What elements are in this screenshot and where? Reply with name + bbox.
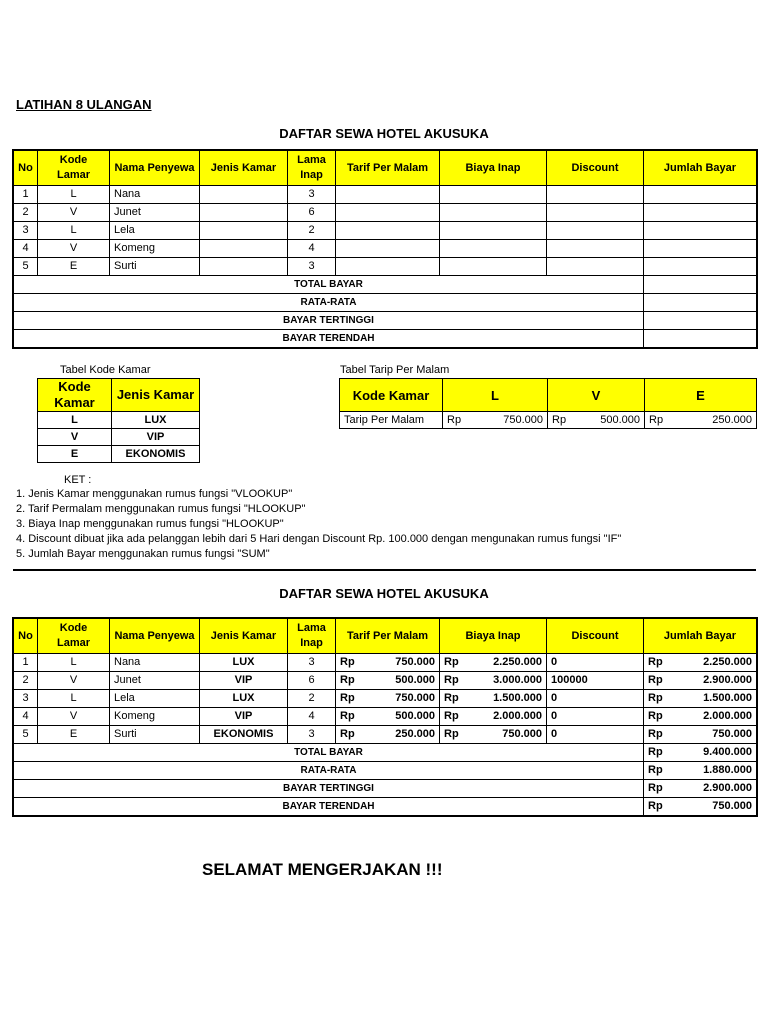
tarip-table-label: Tabel Tarip Per Malam — [340, 364, 450, 376]
summary-label: BAYAR TERTINGGI — [14, 780, 644, 798]
table-row — [14, 726, 757, 744]
cell-jumlah — [644, 726, 757, 744]
cell-tarif — [336, 726, 440, 744]
summary-row — [14, 744, 757, 762]
cell-lama: 2 — [288, 222, 336, 240]
ket-label: KET : — [64, 474, 92, 486]
currency-label: Rp — [648, 692, 663, 704]
col-header-nama: Nama Penyewa — [110, 619, 200, 654]
cell-nama: Nana — [110, 654, 200, 672]
jenis-cell: EKONOMIS — [112, 446, 200, 463]
summary-label: TOTAL BAYAR — [14, 276, 644, 294]
cell-tarif — [336, 222, 440, 240]
kode-cell: V — [38, 429, 112, 446]
cell-kode: E — [38, 726, 110, 744]
currency-label: Rp — [444, 692, 459, 704]
amount-value: 9.400.000 — [703, 746, 752, 758]
cell-lama: 3 — [288, 258, 336, 276]
summary-label: RATA-RATA — [14, 762, 644, 780]
col-header-jenis: Jenis Kamar — [200, 619, 288, 654]
table-row — [14, 204, 757, 222]
cell-nama: Lela — [110, 690, 200, 708]
cell-lama: 2 — [288, 690, 336, 708]
cell-nama: Nana — [110, 186, 200, 204]
table-row — [14, 240, 757, 258]
cell-biaya — [440, 690, 547, 708]
table-row — [14, 654, 757, 672]
currency-label: Rp — [648, 782, 663, 794]
summary-row — [14, 312, 757, 330]
kode-header-jenis: Jenis Kamar — [112, 379, 200, 412]
amount-value: 500.000 — [395, 674, 435, 686]
tarip-cell-v — [548, 412, 645, 429]
summary-label: BAYAR TERENDAH — [14, 798, 644, 816]
summary-value — [644, 780, 757, 798]
summary-value — [644, 312, 757, 330]
note-item: 5. Jumlah Bayar menggunakan rumus fungsi "SUM" — [16, 548, 270, 560]
tarip-header-l: L — [443, 379, 548, 412]
cell-jenis: VIP — [200, 672, 288, 690]
amount-value: 750.000 — [395, 692, 435, 704]
cell-no: 1 — [14, 654, 38, 672]
table-row — [14, 258, 757, 276]
currency-label: Rp — [648, 656, 663, 668]
cell-tarif — [336, 204, 440, 222]
cell-biaya — [440, 654, 547, 672]
cell-no: 5 — [14, 258, 38, 276]
amount-value: 750.000 — [712, 800, 752, 812]
col-header-jumlah: Jumlah Bayar — [644, 619, 757, 654]
amount-value: 750.000 — [502, 728, 542, 740]
amount-value: 1.880.000 — [703, 764, 752, 776]
cell-no: 4 — [14, 708, 38, 726]
cell-discount: 0 — [547, 726, 644, 744]
cell-discount: 0 — [547, 690, 644, 708]
currency-label: Rp — [444, 656, 459, 668]
cell-lama: 3 — [288, 726, 336, 744]
cell-no: 3 — [14, 690, 38, 708]
amount-value: 750.000 — [395, 656, 435, 668]
cell-lama: 6 — [288, 672, 336, 690]
summary-value — [644, 798, 757, 816]
notes-list — [16, 487, 621, 562]
table-row — [340, 412, 757, 429]
cell-nama: Lela — [110, 222, 200, 240]
currency-label: Rp — [648, 728, 663, 740]
amount-value: 1.500.000 — [703, 692, 752, 704]
rental-table-blank — [13, 150, 757, 348]
cell-jumlah — [644, 708, 757, 726]
col-header-no: No — [14, 619, 38, 654]
cell-lama: 3 — [288, 654, 336, 672]
cell-tarif — [336, 240, 440, 258]
cell-jumlah — [644, 240, 757, 258]
tarip-value: 250.000 — [712, 413, 752, 426]
cell-lama: 4 — [288, 240, 336, 258]
currency-label: Rp — [340, 656, 355, 668]
summary-label: BAYAR TERENDAH — [14, 330, 644, 348]
cell-no: 1 — [14, 186, 38, 204]
currency-label: Rp — [340, 692, 355, 704]
cell-discount: 100000 — [547, 672, 644, 690]
table-row — [14, 672, 757, 690]
cell-nama: Junet — [110, 204, 200, 222]
cell-discount — [547, 186, 644, 204]
amount-value: 2.000.000 — [493, 710, 542, 722]
amount-value: 2.250.000 — [493, 656, 542, 668]
amount-value: 500.000 — [395, 710, 435, 722]
cell-jumlah — [644, 186, 757, 204]
table-row — [38, 446, 200, 463]
cell-kode: V — [38, 204, 110, 222]
cell-discount — [547, 258, 644, 276]
cell-biaya — [440, 708, 547, 726]
cell-kode: V — [38, 672, 110, 690]
table-row — [14, 222, 757, 240]
summary-label: RATA-RATA — [14, 294, 644, 312]
cell-biaya — [440, 222, 547, 240]
cell-kode: E — [38, 258, 110, 276]
tarip-value: 500.000 — [600, 413, 640, 426]
jenis-cell: VIP — [112, 429, 200, 446]
table-row — [38, 429, 200, 446]
cell-biaya — [440, 258, 547, 276]
currency-label: Rp — [648, 764, 663, 776]
col-header-biaya: Biaya Inap — [440, 151, 547, 186]
cell-jenis: EKONOMIS — [200, 726, 288, 744]
cell-jenis — [200, 222, 288, 240]
currency-label: Rp — [340, 728, 355, 740]
cell-biaya — [440, 726, 547, 744]
summary-value — [644, 330, 757, 348]
summary-value — [644, 762, 757, 780]
amount-value: 2.900.000 — [703, 782, 752, 794]
cell-no: 3 — [14, 222, 38, 240]
cell-jenis: VIP — [200, 708, 288, 726]
cell-discount: 0 — [547, 654, 644, 672]
cell-nama: Surti — [110, 258, 200, 276]
currency-label: Rp — [340, 674, 355, 686]
kode-cell: E — [38, 446, 112, 463]
currency-label: Rp — [444, 710, 459, 722]
cell-nama: Komeng — [110, 708, 200, 726]
summary-row — [14, 798, 757, 816]
col-header-nama: Nama Penyewa — [110, 151, 200, 186]
cell-biaya — [440, 240, 547, 258]
cell-jenis — [200, 240, 288, 258]
cell-jenis — [200, 204, 288, 222]
cell-jumlah — [644, 258, 757, 276]
currency-label: Rp — [649, 413, 664, 426]
note-item: 1. Jenis Kamar menggunakan rumus fungsi "VLOOKUP" — [16, 488, 293, 500]
tarip-header-kode: Kode Kamar — [340, 379, 443, 412]
summary-value — [644, 276, 757, 294]
cell-jenis — [200, 258, 288, 276]
cell-kode: V — [38, 708, 110, 726]
summary-row — [14, 276, 757, 294]
tarip-table — [339, 378, 757, 429]
cell-nama: Komeng — [110, 240, 200, 258]
note-item: 3. Biaya Inap menggunakan rumus fungsi "HLOOKUP" — [16, 518, 284, 530]
currency-label: Rp — [648, 710, 663, 722]
tarip-cell-l — [443, 412, 548, 429]
cell-kode: L — [38, 690, 110, 708]
closing-message: SELAMAT MENGERJAKAN !!! — [202, 860, 443, 879]
col-header-discount: Discount — [547, 151, 644, 186]
summary-row — [14, 330, 757, 348]
col-header-lama: Lama Inap — [288, 151, 336, 186]
cell-discount — [547, 222, 644, 240]
amount-value: 2.900.000 — [703, 674, 752, 686]
summary-label: BAYAR TERTINGGI — [14, 312, 644, 330]
col-header-jumlah: Jumlah Bayar — [644, 151, 757, 186]
table-row — [14, 708, 757, 726]
page-heading: LATIHAN 8 ULANGAN — [16, 97, 152, 112]
cell-tarif — [336, 708, 440, 726]
cell-lama: 6 — [288, 204, 336, 222]
amount-value: 750.000 — [712, 728, 752, 740]
col-header-jenis: Jenis Kamar — [200, 151, 288, 186]
col-header-lama: Lama Inap — [288, 619, 336, 654]
table-row — [14, 690, 757, 708]
rental-table-filled — [13, 618, 757, 816]
jenis-cell: LUX — [112, 412, 200, 429]
table-row — [38, 412, 200, 429]
cell-jumlah — [644, 690, 757, 708]
summary-row — [14, 294, 757, 312]
cell-kode: V — [38, 240, 110, 258]
cell-no: 2 — [14, 204, 38, 222]
cell-nama: Junet — [110, 672, 200, 690]
cell-jumlah — [644, 222, 757, 240]
col-header-discount: Discount — [547, 619, 644, 654]
summary-label: TOTAL BAYAR — [14, 744, 644, 762]
cell-no: 5 — [14, 726, 38, 744]
tarip-value: 750.000 — [503, 413, 543, 426]
currency-label: Rp — [552, 413, 567, 426]
cell-jumlah — [644, 672, 757, 690]
cell-jumlah — [644, 654, 757, 672]
cell-no: 4 — [14, 240, 38, 258]
divider — [13, 569, 756, 571]
cell-tarif — [336, 186, 440, 204]
tarip-header-e: E — [645, 379, 757, 412]
amount-value: 2.000.000 — [703, 710, 752, 722]
col-header-no: No — [14, 151, 38, 186]
currency-label: Rp — [648, 746, 663, 758]
col-header-tarif: Tarif Per Malam — [336, 619, 440, 654]
cell-jumlah — [644, 204, 757, 222]
amount-value: 2.250.000 — [703, 656, 752, 668]
cell-tarif — [336, 690, 440, 708]
cell-kode: L — [38, 186, 110, 204]
cell-tarif — [336, 654, 440, 672]
cell-lama: 4 — [288, 708, 336, 726]
kode-table-label: Tabel Kode Kamar — [60, 364, 151, 376]
table-2-title: DAFTAR SEWA HOTEL AKUSUKA — [279, 586, 489, 601]
cell-jenis — [200, 186, 288, 204]
cell-kode: L — [38, 654, 110, 672]
tarip-header-v: V — [548, 379, 645, 412]
currency-label: Rp — [648, 674, 663, 686]
currency-label: Rp — [648, 800, 663, 812]
cell-kode: L — [38, 222, 110, 240]
cell-discount — [547, 240, 644, 258]
cell-discount: 0 — [547, 708, 644, 726]
summary-value — [644, 294, 757, 312]
kode-header-kode: Kode Kamar — [38, 379, 112, 412]
cell-lama: 3 — [288, 186, 336, 204]
tarip-row-label: Tarip Per Malam — [340, 412, 443, 429]
note-item: 4. Discount dibuat jika ada pelanggan lebih dari 5 Hari dengan Discount Rp. 100.000 dengan mengunakan rumus fungsi "IF" — [16, 533, 622, 545]
col-header-tarif: Tarif Per Malam — [336, 151, 440, 186]
currency-label: Rp — [447, 413, 462, 426]
currency-label: Rp — [444, 674, 459, 686]
amount-value: 250.000 — [395, 728, 435, 740]
table-row — [14, 186, 757, 204]
kode-cell: L — [38, 412, 112, 429]
cell-jenis: LUX — [200, 690, 288, 708]
col-header-biaya: Biaya Inap — [440, 619, 547, 654]
amount-value: 3.000.000 — [493, 674, 542, 686]
tarip-cell-e — [645, 412, 757, 429]
cell-biaya — [440, 204, 547, 222]
kode-kamar-table — [37, 378, 200, 463]
cell-tarif — [336, 672, 440, 690]
note-item: 2. Tarif Permalam menggunakan rumus fungsi "HLOOKUP" — [16, 503, 306, 515]
summary-value — [644, 744, 757, 762]
cell-biaya — [440, 186, 547, 204]
cell-jenis: LUX — [200, 654, 288, 672]
currency-label: Rp — [340, 710, 355, 722]
cell-nama: Surti — [110, 726, 200, 744]
amount-value: 1.500.000 — [493, 692, 542, 704]
summary-row — [14, 762, 757, 780]
cell-discount — [547, 204, 644, 222]
currency-label: Rp — [444, 728, 459, 740]
col-header-kode: Kode Lamar — [38, 151, 110, 186]
cell-no: 2 — [14, 672, 38, 690]
col-header-kode: Kode Lamar — [38, 619, 110, 654]
summary-row — [14, 780, 757, 798]
table-1-title: DAFTAR SEWA HOTEL AKUSUKA — [279, 126, 489, 141]
cell-biaya — [440, 672, 547, 690]
cell-tarif — [336, 258, 440, 276]
